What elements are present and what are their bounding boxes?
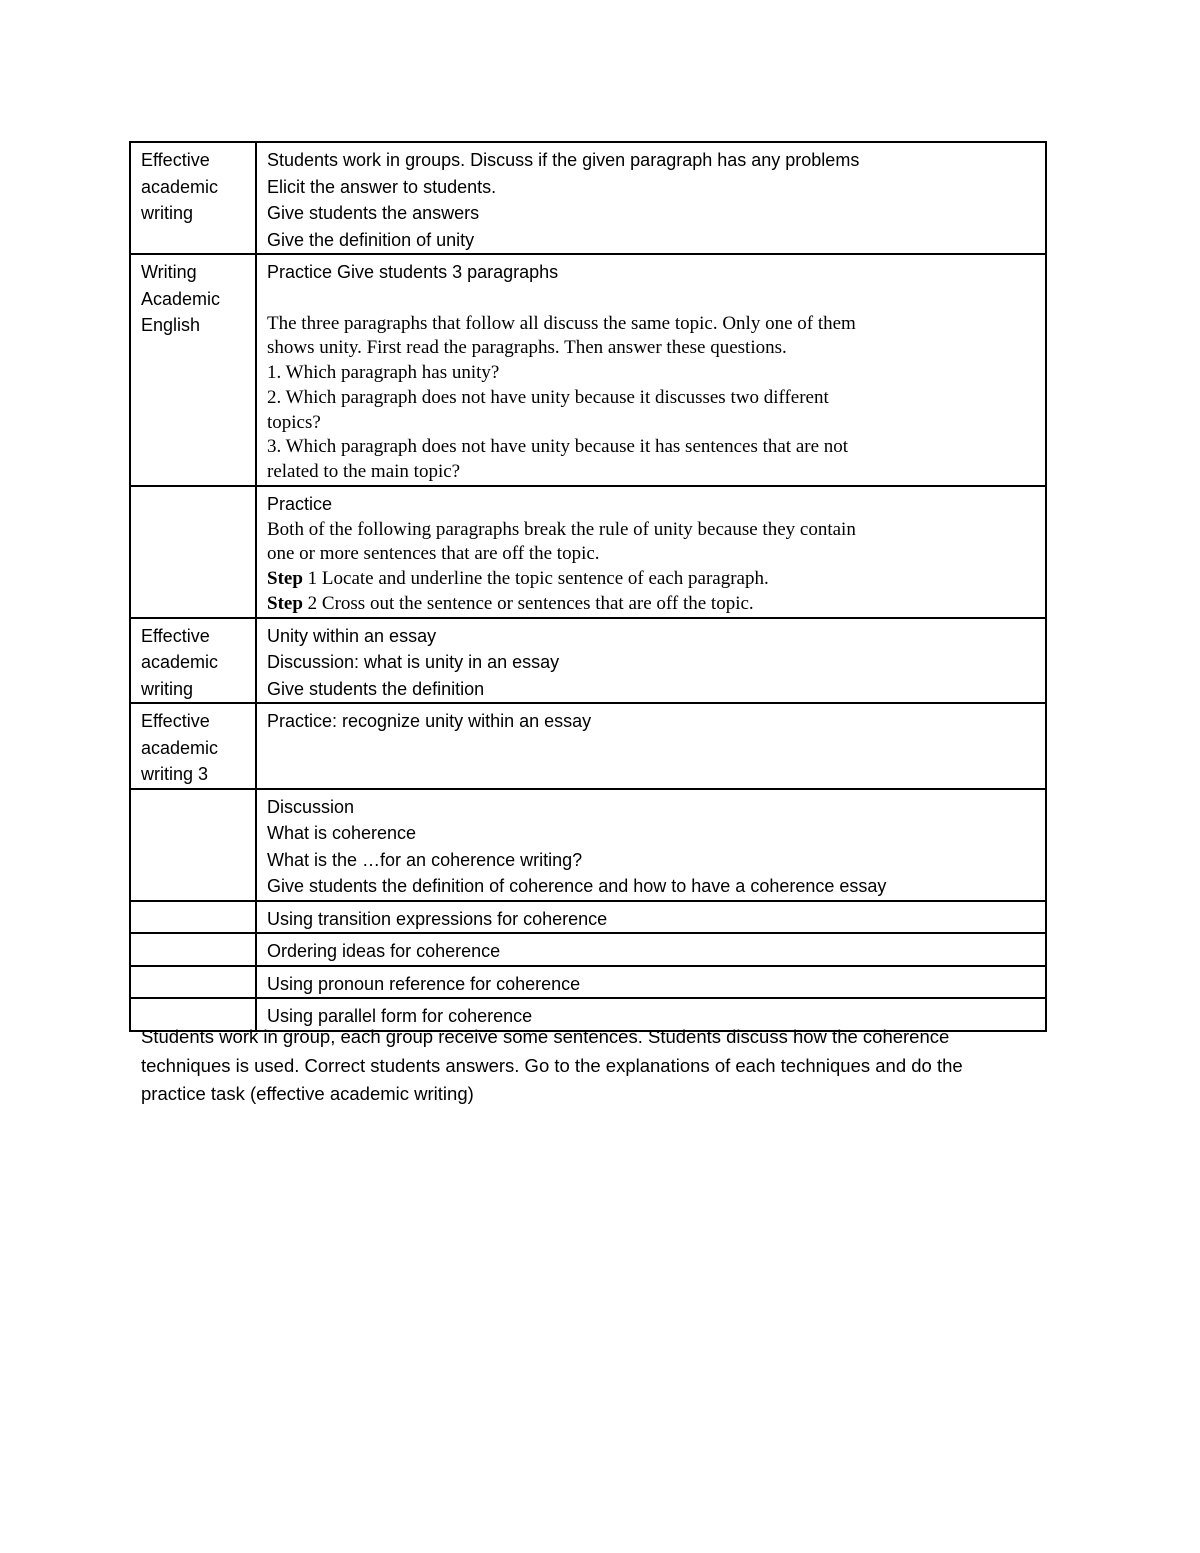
topic-cell [130,901,256,934]
activity-text: Using pronoun reference for coherence [267,973,581,994]
activity-text: Give students the answers [267,203,480,223]
topic-cell [130,789,256,901]
exercise-text: topics? [267,411,321,433]
table-row [130,789,1046,901]
activity-cell [256,486,1046,618]
activity-cell [256,618,1046,704]
table-row [130,901,1046,934]
activity-cell [256,901,1046,934]
table-row [130,486,1046,618]
step-text: 1 Locate and underline the topic sentence of each paragraph. [302,568,769,590]
activity-text: Practice: recognize unity within an essay [267,711,592,732]
topic-cell [130,142,256,254]
step-line [267,567,1035,592]
table-row [130,142,1046,254]
activity-cell [256,703,1046,789]
activity-text: Practice [267,494,333,515]
topic-text: academic [141,652,219,673]
activity-text: What is the …for an coherence writing? [267,849,583,870]
exercise-text: Both of the following paragraphs break the rule of unity because they contain [267,518,856,540]
activity-text: Give the definition of unity [267,229,475,250]
activity-text: Using transition expressions for coherence [267,908,608,929]
topic-text: Effective [141,711,210,732]
activity-cell [256,254,1046,486]
topic-text: Effective [141,150,210,170]
paragraph-line: practice task (effective academic writing) [141,1083,474,1104]
activity-text: What is coherence [267,823,417,844]
activity-text: Ordering ideas for coherence [267,941,501,962]
topic-text: writing [141,678,194,699]
exercise-text: 2. Which paragraph does not have unity because it discusses two different [267,386,829,408]
topic-cell [130,966,256,999]
activity-text: Discussion [267,796,355,817]
closing-paragraph [141,1023,1041,1109]
step-label: Step [267,568,303,590]
activity-text: Practice Give students 3 paragraphs [267,262,559,282]
activity-cell [256,789,1046,901]
topic-cell [130,486,256,618]
topic-cell [130,933,256,966]
activity-text: Unity within an essay [267,625,437,646]
exercise-text: The three paragraphs that follow all discuss the same topic. Only one of them [267,312,856,334]
activity-text: Give students the definition of coherence and how to have a coherence essay [267,876,887,897]
topic-cell [130,618,256,704]
activity-cell [256,142,1046,254]
topic-text: Writing [141,262,197,282]
lesson-plan-table [129,141,1047,1032]
activity-text: Give students the definition [267,678,485,699]
activity-cell [256,966,1046,999]
activity-text: Students work in groups. Discuss if the given paragraph has any problems [267,150,860,170]
activity-text: Discussion: what is unity in an essay [267,652,560,673]
table-row [130,933,1046,966]
exercise-text: 1. Which paragraph has unity? [267,362,500,384]
topic-text: writing [141,203,194,223]
topic-text: Effective [141,625,210,646]
exercise-text: related to the main topic? [267,461,461,483]
step-text: 2 Cross out the sentence or sentences that are off the topic. [302,592,754,614]
exercise-text: one or more sentences that are off the topic. [267,543,600,565]
step-line [267,592,1035,617]
topic-text: writing 3 [141,764,209,785]
topic-text: academic [141,176,219,197]
step-label: Step [267,592,303,614]
activity-text: Elicit the answer to students. [267,176,497,197]
topic-text: Academic [141,288,221,309]
activity-text: Using parallel form for coherence [267,1006,533,1027]
table-row [130,966,1046,999]
table-row [130,618,1046,704]
exercise-text: shows unity. First read the paragraphs. Then answer these questions. [267,337,787,359]
table-row [130,703,1046,789]
table-row [130,254,1046,486]
topic-cell [130,254,256,486]
activity-cell [256,933,1046,966]
topic-text: English [141,315,201,335]
topic-cell [130,703,256,789]
paragraph-line: Students work in group, each group receive some sentences. Students discuss how the coherence [141,1026,950,1047]
exercise-text: 3. Which paragraph does not have unity because it has sentences that are not [267,436,849,458]
paragraph-line: techniques is used. Correct students answers. Go to the explanations of each techniques and do the [141,1054,963,1076]
topic-text: academic [141,737,219,758]
